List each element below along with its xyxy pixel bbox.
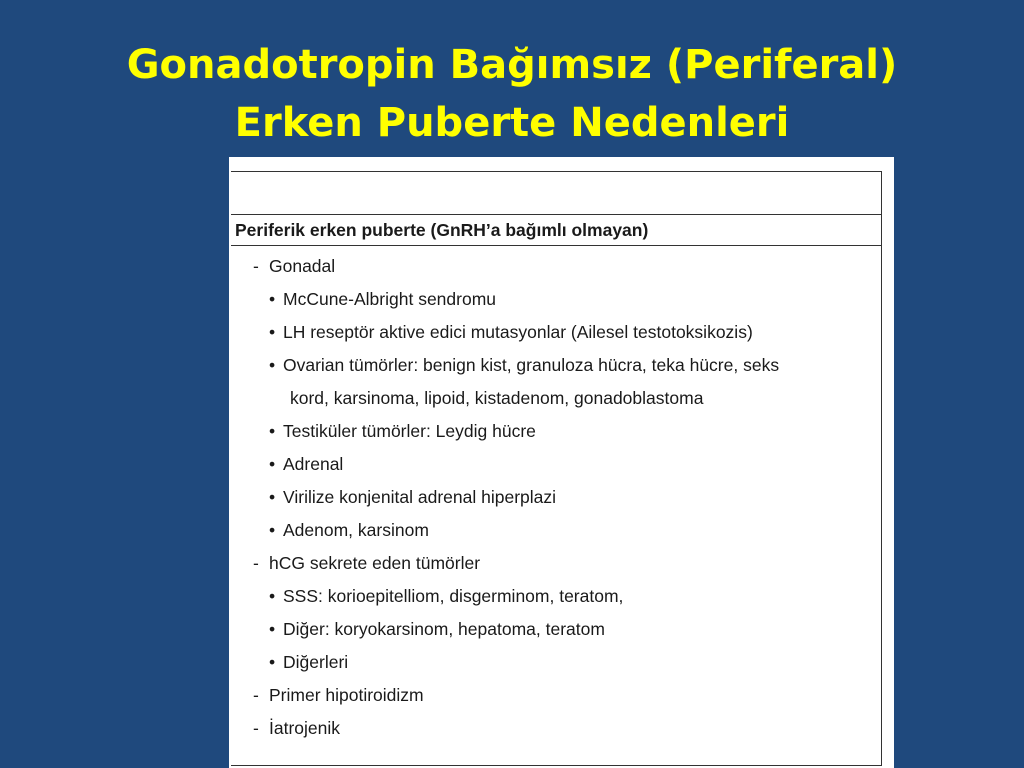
item-text: McCune-Albright sendromu <box>283 289 497 309</box>
item-text: hCG sekrete eden tümörler <box>269 553 481 573</box>
item-text: Virilize konjenital adrenal hiperplazi <box>283 487 557 507</box>
bullet-marker: • <box>269 619 276 639</box>
item-text: LH reseptör aktive edici mutasyonlar (Ailesel testotoksikozis) <box>283 322 753 342</box>
table-image-panel <box>229 157 894 768</box>
category-item <box>231 250 881 283</box>
bullet-marker: • <box>269 454 276 474</box>
bullet-marker: • <box>269 421 276 441</box>
list-item <box>231 316 881 349</box>
bullet-marker: • <box>269 322 276 342</box>
item-text: Adenom, karsinom <box>283 520 429 540</box>
item-text: Diğer: koryokarsinom, hepatoma, teratom <box>283 619 605 639</box>
item-text: Testiküler tümörler: Leydig hücre <box>283 421 536 441</box>
title-line-1: Gonadotropin Bağımsız (Periferal) <box>126 42 898 88</box>
item-text: Diğerleri <box>283 652 349 672</box>
bullet-marker: • <box>269 586 276 606</box>
item-text: Ovarian tümörler: benign kist, granuloza hücra, teka hücre, seks <box>283 355 780 375</box>
dash-marker: - <box>253 553 259 573</box>
category-item <box>231 679 881 712</box>
bullet-marker: • <box>269 520 276 540</box>
dash-marker: - <box>253 256 259 276</box>
slide-title <box>0 36 1024 152</box>
item-text: SSS: korioepitelliom, disgerminom, teratom, <box>283 586 624 606</box>
list-item <box>231 646 881 679</box>
causes-table <box>231 171 882 766</box>
list-item-continuation <box>231 382 881 415</box>
dash-marker: - <box>253 718 259 738</box>
item-text: Adrenal <box>283 454 344 474</box>
dash-marker: - <box>253 685 259 705</box>
title-line-2: Erken Puberte Nedenleri <box>234 100 790 146</box>
bullet-marker: • <box>269 355 276 375</box>
list-item <box>231 415 881 448</box>
bullet-marker: • <box>269 289 276 309</box>
list-item <box>231 481 881 514</box>
list-item <box>231 580 881 613</box>
category-item <box>231 547 881 580</box>
table-empty-top-row <box>231 172 881 214</box>
list-item <box>231 283 881 316</box>
item-text: Primer hipotiroidizm <box>269 685 424 705</box>
item-text: kord, karsinoma, lipoid, kistadenom, gonadoblastoma <box>290 388 704 408</box>
list-item <box>231 349 881 382</box>
list-item <box>231 613 881 646</box>
table-header: Periferik erken puberte (GnRH’a bağımlı olmayan) <box>231 214 881 246</box>
list-item <box>231 514 881 547</box>
category-item <box>231 712 881 745</box>
item-text: Gonadal <box>269 256 336 276</box>
list-item <box>231 448 881 481</box>
causes-list <box>231 250 881 745</box>
bullet-marker: • <box>269 487 276 507</box>
bullet-marker: • <box>269 652 276 672</box>
item-text: İatrojenik <box>269 718 341 738</box>
